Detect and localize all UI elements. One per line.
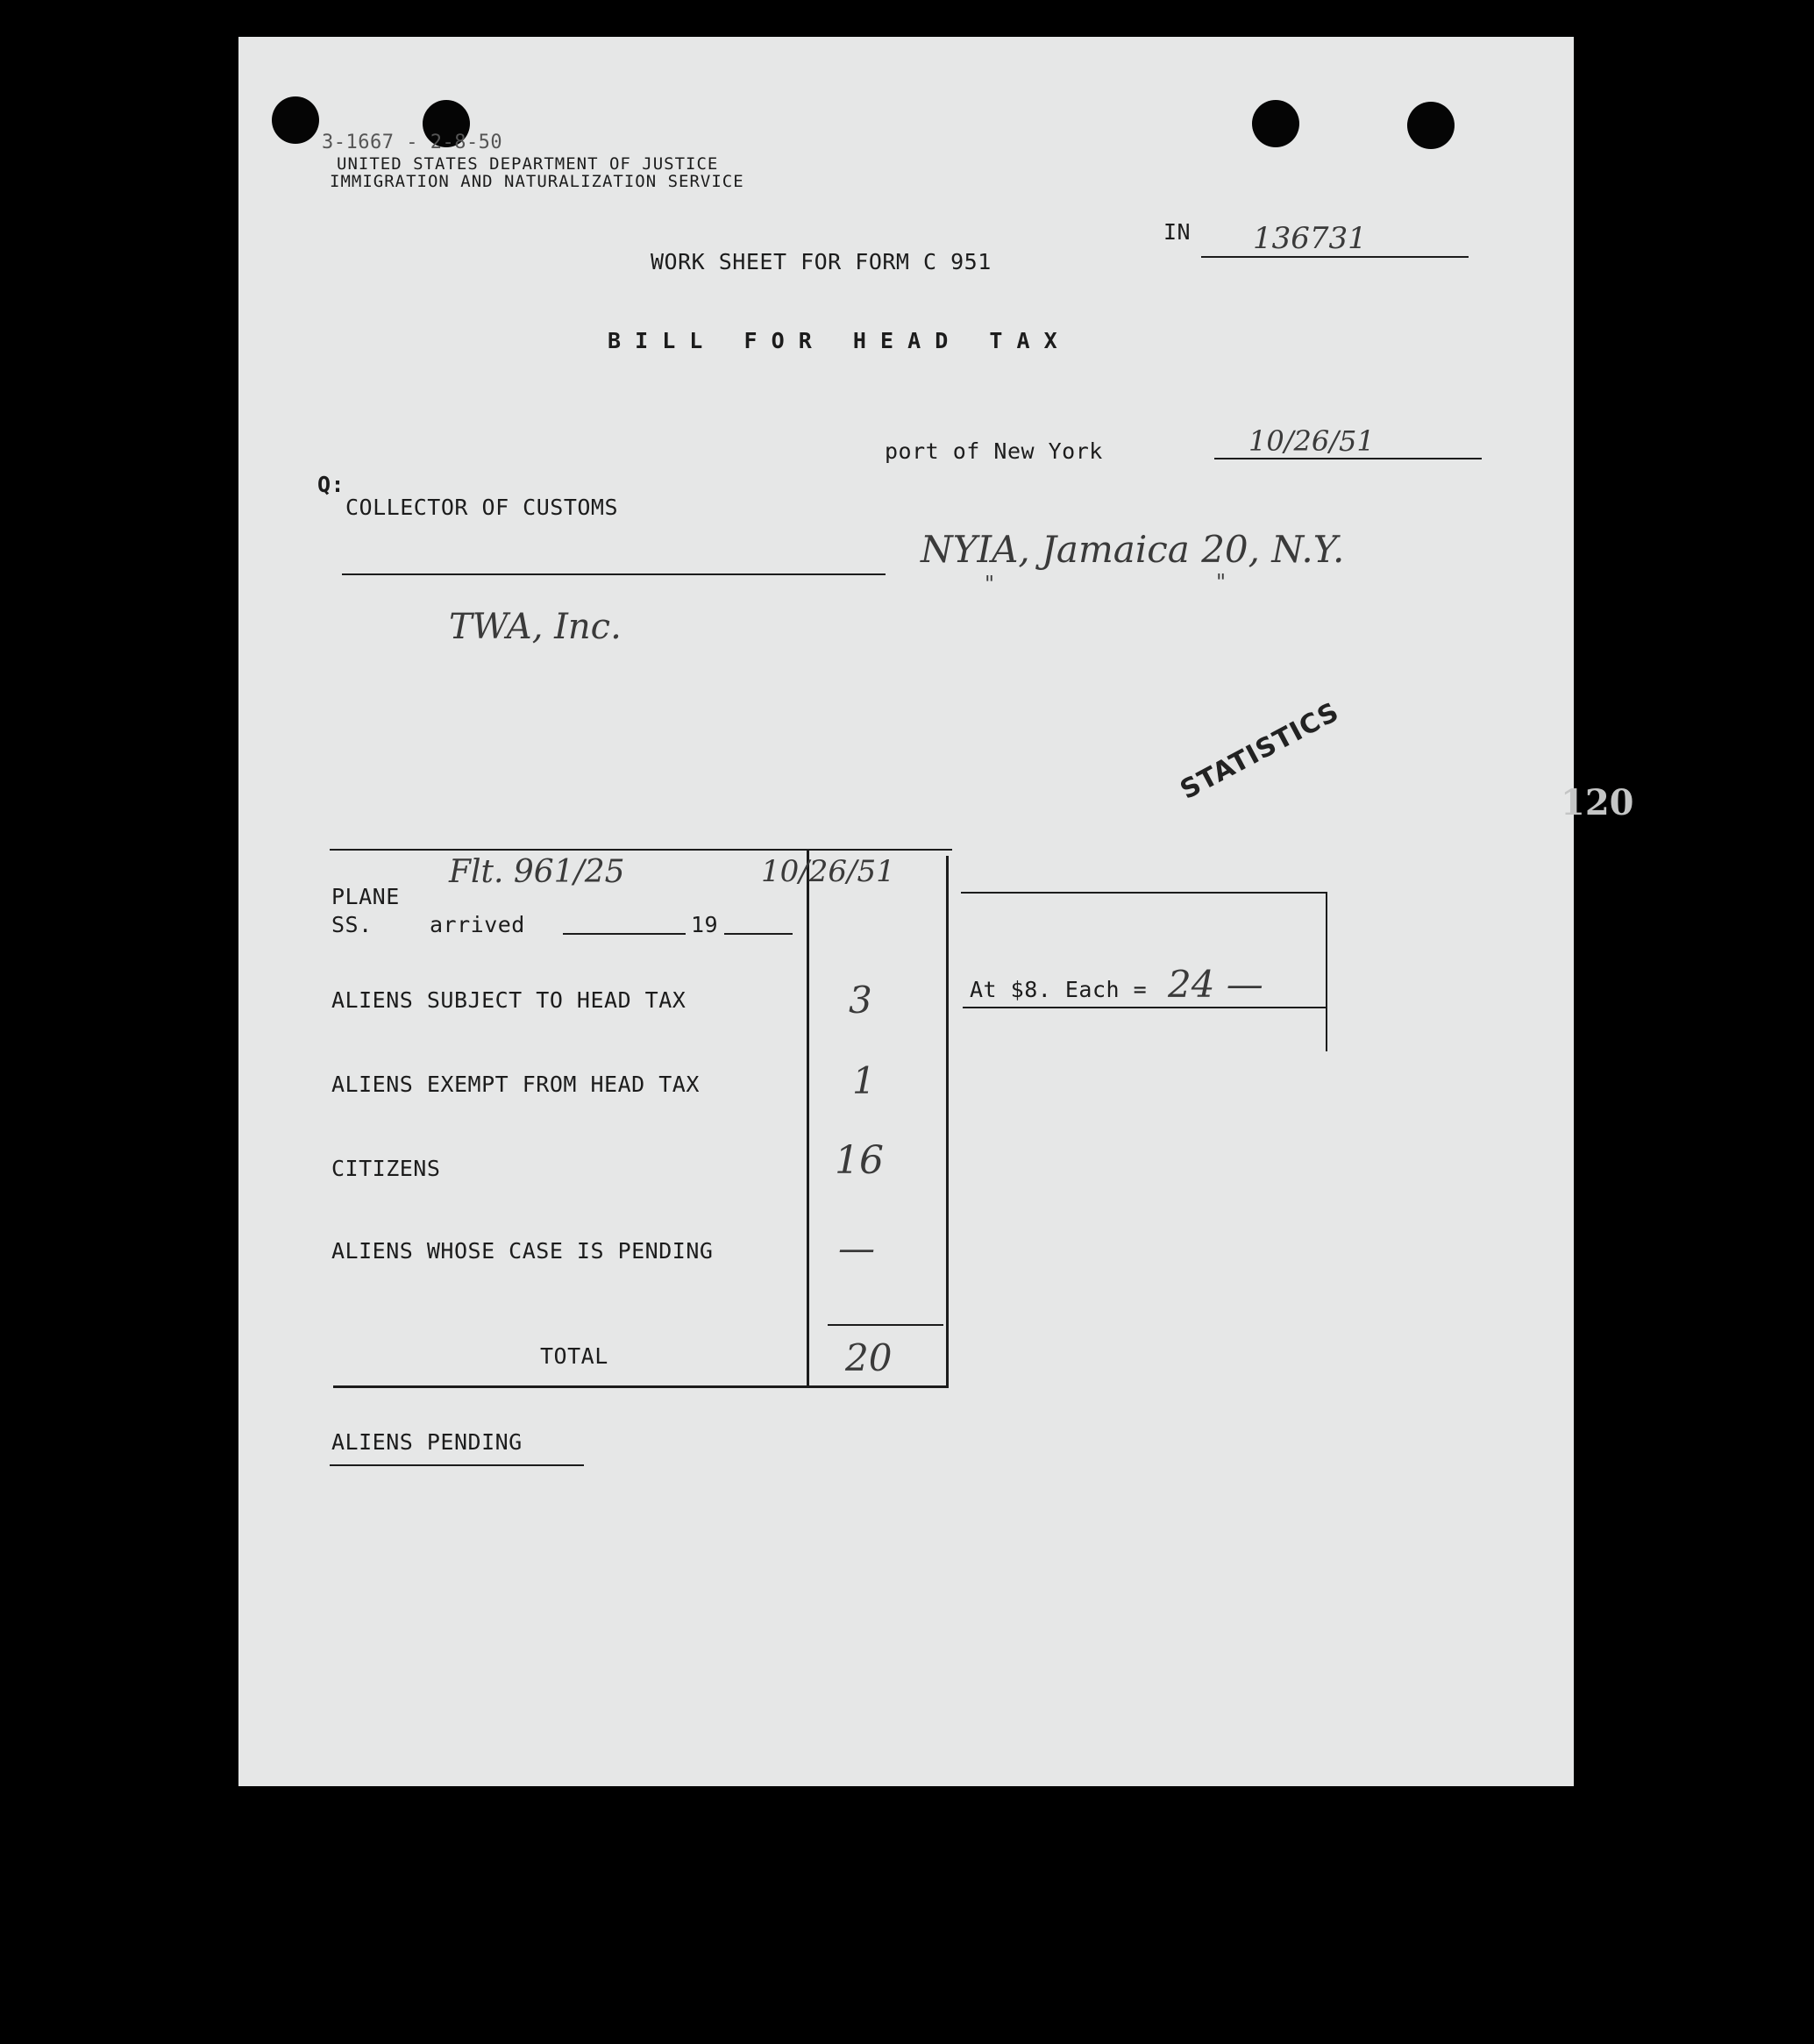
document-page: 3-1667 - 2-8-50 UNITED STATES DEPARTMENT OF JUSTICE IMMIGRATION AND NATURALIZATION SERVICE IN 136731 WORK SHEET FOR FORM C 951 B I L L F O R H E A D T A X port of New York 10/26/51 Q: COLLECTOR OF CUSTOMS NYIA, Jamaica 20, N.Y. " " TWA, Inc. STATISTICS 120 PLANE SS. arrived 19 Flt. 961/25 10/26/51 ALIENS SUBJECT TO HEAD TAX 3 ALIENS EXEMPT FROM HEAD TAX 1 CITIZENS 16 ALIENS WHOSE CASE IS PENDING — TOTAL 20 At $8. Each = 24 — ALIENS PENDING [238,37,1574,1786]
bill-title: B I L L F O R H E A D T A X [608,328,1058,353]
table-right-border [946,856,949,1385]
arrived-label: arrived [430,912,525,937]
to-label: Q: [317,472,345,497]
location-handwritten: NYIA, Jamaica 20, N.Y. [921,528,1345,571]
tax-amount: 24 — [1168,963,1263,1006]
row-value-citizens: 16 [835,1138,884,1183]
row-label-citizens: CITIZENS [331,1156,441,1181]
row-label-exempt: ALIENS EXEMPT FROM HEAD TAX [331,1072,700,1097]
port-date-underline [1214,458,1482,459]
statistics-stamp: STATISTICS [1175,696,1345,806]
tax-box-bottom [963,1007,1326,1008]
punch-hole-1 [272,96,319,144]
faint-number: 120 [1561,782,1634,823]
table-top-rule [330,849,952,851]
table-divider [807,849,809,1385]
worksheet-title: WORK SHEET FOR FORM C 951 [651,249,992,274]
total-upper-rule [828,1324,943,1326]
arrival-date-handwritten: 10/26/51 [761,854,895,889]
arrived-date-line [563,933,686,935]
total-label: TOTAL [540,1343,608,1369]
row-value-subject: 3 [849,979,872,1022]
tax-box-top [961,892,1326,894]
collector-underline [342,573,886,575]
arrived-year-line [724,933,793,935]
punch-hole-4 [1407,102,1455,149]
punch-hole-3 [1252,100,1299,147]
year-prefix: 19 [691,912,719,937]
tax-box-right [1326,892,1327,1051]
table-bottom-rule [333,1385,949,1388]
ditto-mark-2: " [1216,570,1227,595]
carrier-handwritten: TWA, Inc. [449,607,622,647]
row-label-subject: ALIENS SUBJECT TO HEAD TAX [331,987,686,1013]
collector-label: COLLECTOR OF CUSTOMS [345,495,619,520]
total-value: 20 [845,1336,893,1379]
row-label-pending: ALIENS WHOSE CASE IS PENDING [331,1238,714,1264]
flight-handwritten: Flt. 961/25 [449,854,625,890]
agency-line-1: UNITED STATES DEPARTMENT OF JUSTICE [337,154,719,174]
in-label: IN [1163,219,1192,245]
in-number-underline [1201,256,1469,258]
ditto-mark-1: " [985,572,995,596]
port-date: 10/26/51 [1248,424,1375,458]
port-label: port of New York [885,438,1103,464]
plane-label: PLANE [331,884,400,909]
form-number: 3-1667 - 2-8-50 [322,132,503,153]
tax-rate-label: At $8. Each = [970,977,1148,1002]
aliens-pending-label: ALIENS PENDING [331,1429,523,1455]
aliens-pending-underline [330,1464,584,1466]
agency-line-2: IMMIGRATION AND NATURALIZATION SERVICE [330,172,744,191]
row-value-exempt: 1 [852,1059,876,1102]
ss-label: SS. [331,912,373,937]
in-number: 136731 [1253,221,1367,256]
